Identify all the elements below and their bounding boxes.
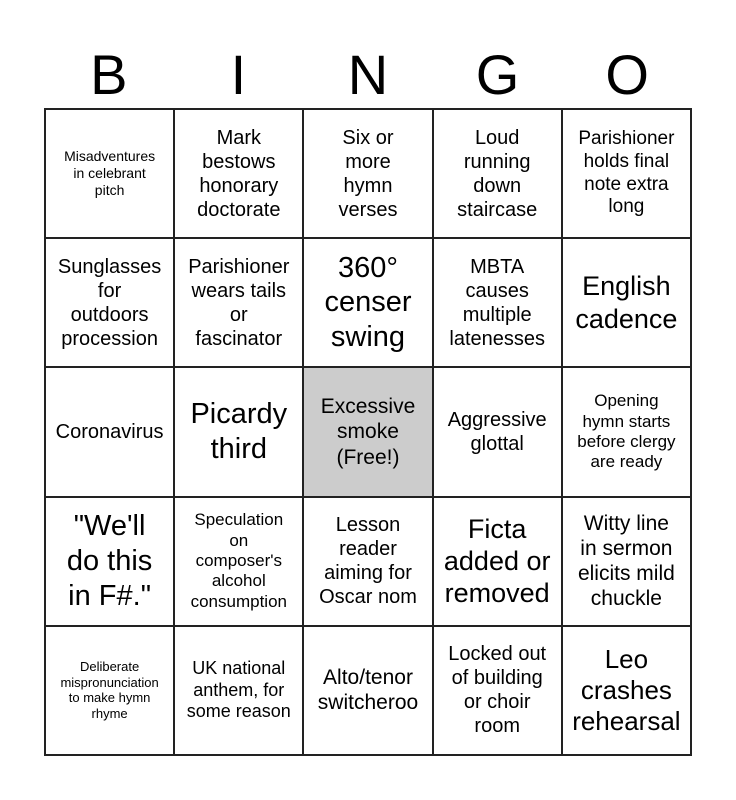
bingo-cell[interactable]: Lesson reader aiming for Oscar nom	[303, 497, 432, 626]
bingo-cell[interactable]: Alto/tenor switcheroo	[303, 626, 432, 755]
bingo-cell[interactable]: Parishioner holds final note extra long	[562, 109, 691, 238]
bingo-cell[interactable]: Deliberate mispronunciation to make hymn rhyme	[45, 626, 174, 755]
bingo-cell[interactable]: Locked out of building or choir room	[433, 626, 562, 755]
bingo-cell[interactable]: Loud running down staircase	[433, 109, 562, 238]
bingo-cell[interactable]: Picardy third	[174, 367, 303, 496]
bingo-cell[interactable]: Witty line in sermon elicits mild chuckle	[562, 497, 691, 626]
bingo-cell[interactable]: Coronavirus	[45, 367, 174, 496]
bingo-cell[interactable]: 360° censer swing	[303, 238, 432, 367]
free-cell[interactable]: Excessive smoke (Free!)	[303, 367, 432, 496]
bingo-cell[interactable]: Six or more hymn verses	[303, 109, 432, 238]
header-letter-b: B	[90, 43, 128, 106]
bingo-header	[44, 40, 692, 110]
bingo-cell[interactable]: Opening hymn starts before clergy are ready	[562, 367, 691, 496]
header-letter-g: G	[475, 43, 520, 106]
bingo-cell[interactable]: Parishioner wears tails or fascinator	[174, 238, 303, 367]
bingo-cell[interactable]: Misadventures in celebrant pitch	[45, 109, 174, 238]
bingo-grid	[44, 108, 692, 756]
bingo-cell[interactable]: "We'll do this in F#."	[45, 497, 174, 626]
bingo-cell[interactable]: Speculation on composer's alcohol consumption	[174, 497, 303, 626]
header-letter-n: N	[347, 43, 389, 106]
bingo-cell[interactable]: Mark bestows honorary doctorate	[174, 109, 303, 238]
header-letter-o: O	[605, 43, 649, 106]
header-letter-i: I	[230, 43, 247, 106]
bingo-cell[interactable]: English cadence	[562, 238, 691, 367]
bingo-cell[interactable]: UK national anthem, for some reason	[174, 626, 303, 755]
bingo-cell[interactable]: Leo crashes rehearsal	[562, 626, 691, 755]
bingo-cell[interactable]: Aggressive glottal	[433, 367, 562, 496]
bingo-cell[interactable]: Sunglasses for outdoors procession	[45, 238, 174, 367]
bingo-cell[interactable]: MBTA causes multiple latenesses	[433, 238, 562, 367]
bingo-cell[interactable]: Ficta added or removed	[433, 497, 562, 626]
